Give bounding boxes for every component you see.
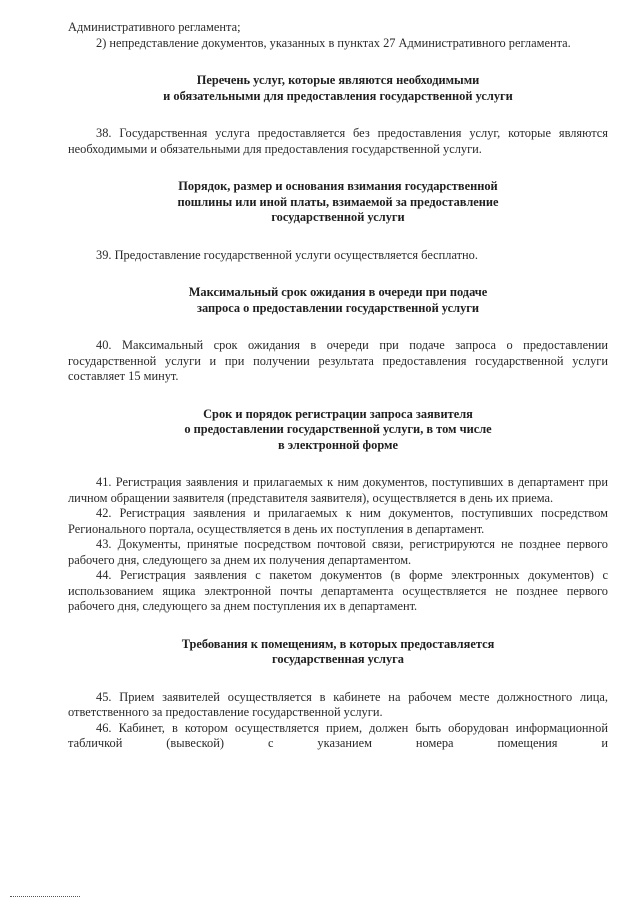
heading-line: государственной услуги	[271, 210, 405, 224]
paragraph-item-2: 2) непредставление документов, указанных в пунктах 27 Административного регламента.	[96, 35, 571, 50]
heading-line: и обязательными для предоставления государственной услуги	[163, 88, 513, 103]
paragraph-46: 46. Кабинет, в котором осуществляется прием, должен быть оборудован информационной табличкой (вывеской) с указанием номера помещения и	[68, 720, 608, 750]
section-heading	[68, 407, 608, 454]
section-heading	[68, 285, 608, 316]
heading-line: в электронной форме	[278, 437, 398, 452]
heading-line: Требования к помещениям, в которых предоставляется	[181, 636, 495, 651]
paragraph-42: 42. Регистрация заявления и прилагаемых к ним документов, поступивших посредством Регионального портала, осуществляется в день их поступления в департамент.	[68, 506, 608, 536]
paragraph-41: 41. Регистрация заявления и прилагаемых к ним документов, поступивших в департамент при личном обращении заявителя (представителя заявителя), осуществляется в день их приема.	[68, 475, 608, 505]
heading-line: о предоставлении государственной услуги, в том числе	[184, 422, 492, 436]
paragraph-43: 43. Документы, принятые посредством почтовой связи, регистрируются не позднее первого рабочего дня, следующего за днем их получения департаментом.	[68, 537, 608, 567]
heading-line: Срок и порядок регистрации запроса заявителя	[203, 406, 473, 421]
heading-line: пошлины или иной платы, взимаемой за предоставление	[177, 194, 499, 209]
section-heading	[68, 179, 608, 226]
text-line-continuation: Административного регламента;	[68, 20, 241, 34]
paragraph-45: 45. Прием заявителей осуществляется в кабинете на рабочем месте должностного лица, ответственного за предоставление государственной услуги.	[68, 689, 608, 719]
heading-line: государственная услуга	[272, 652, 404, 666]
paragraph-39: 39. Предоставление государственной услуги осуществляется бесплатно.	[96, 247, 478, 262]
heading-line: Порядок, размер и основания взимания государственной	[178, 179, 498, 193]
heading-line: Перечень услуг, которые являются необходимыми	[196, 73, 480, 87]
paragraph-44: 44. Регистрация заявления с пакетом документов (в форме электронных документов) с использованием ящика электронной почты департамента осуществляется не позднее первого рабочего дня, следующего за днем поступления их в департамент.	[68, 568, 608, 613]
paragraph-38: 38. Государственная услуга предоставляется без предоставления услуг, которые являются необходимыми и обязательными для предоставления государственной услуги.	[68, 126, 608, 156]
scan-edge-mark	[10, 896, 80, 899]
heading-line: Максимальный срок ожидания в очереди при подаче	[188, 285, 488, 299]
paragraph-40: 40. Максимальный срок ожидания в очереди при подаче запроса о предоставлении государственной услуги и при получении результата предоставления государственной услуги составляет 15 минут.	[68, 338, 608, 383]
heading-line: запроса о предоставлении государственной услуги	[196, 300, 480, 315]
section-heading	[68, 73, 608, 104]
section-heading	[68, 637, 608, 668]
